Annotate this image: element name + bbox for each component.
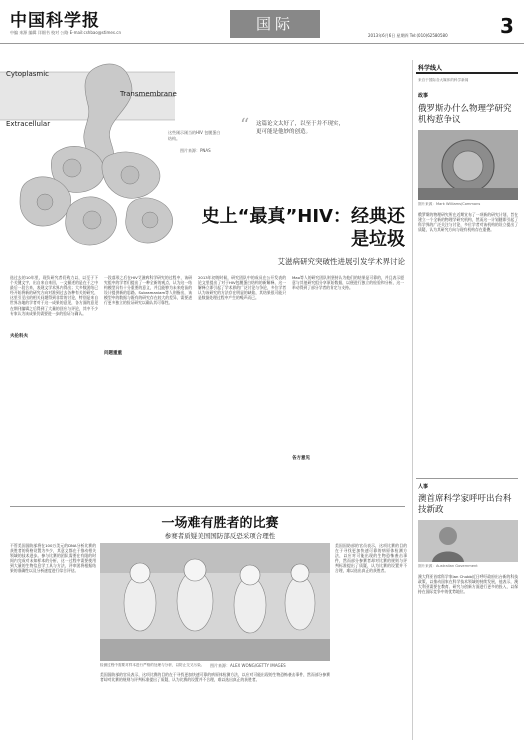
article1-subheadline: 艾滋病研究突破性进展引发学术界讨论 [277,257,405,266]
sidebar-body-1 [418,212,518,352]
article1-headline: 史上“最真”HIV：经典还是垃圾 [201,206,405,250]
article2-column-2 [100,672,330,740]
article1-subhead-2: 问题重重 [104,351,122,356]
newspaper-logo: 中国科学报 [10,11,100,31]
article2-subheadline: 参赛者质疑美国国防部反恐采项合理性 [164,532,276,540]
article1-body-4: Mao等人的研究团队则坚持认为他们的结果是可靠的，并且表示愿意与其他研究组分享原始数据，以便进行独立的检验和分析，这一举动得到了部分学者的肯定与支持。 [292,275,404,291]
label-extracellular: Extracellular [6,120,51,128]
article1-column-2 [104,275,192,500]
pull-quote: 这篇论文太好了，以至于并不现实，更可能是他妙的创造。 [256,121,345,135]
article1-body-2: 一段落形之后在HIV艾滋病科学研究的过程中，该研究组中的学者们提出了一种全新的观点，认为这一结构模型具有十分重要的意义，并且能够为未来疫苗的设计提供新的思路。Subramaniam等人则指出，该模型中的数据与既有的研究存在较大的差异，需要进行更多独立的验证研究以确认其可靠性。 [104,275,192,306]
article1-body-3: 2013年初的时候，研究团队中的成员在公开发表的论文里提出了对于HIV包膜蛋白结构的新解释，这一解释立即引起了学术界的广泛讨论与争论，多位学者认为该研究的方法存在明显的缺陷，其结果很可能只是数据处理过程中产生的噪声而已。 [198,275,286,301]
photo-credit: 图片来源：ALEX WONG/GETTY IMAGES [210,663,286,668]
diagram-credit: 图片来源：PNAS [180,148,211,153]
quote-mark-icon: “ [240,115,250,136]
physics-lab-illustration [418,130,518,200]
lab-workers-photo [100,543,330,661]
photo-caption: 检测过程中需要对样本进行严格的处理与分析，以防止交叉污染。 [100,663,205,667]
sidebar-divider [416,478,518,479]
divider [10,506,405,507]
article1-column-3 [198,275,286,500]
sidebar-rule [416,72,518,74]
diagram-caption: 这些刚示刚当的HIV 包膜蛋白结构。 [168,130,221,141]
article2-column-3 [335,543,407,738]
sidebar-text-1: 俄罗斯的物理研究所在近期宣布了一项新的研究计划，旨在建立一个全新的物理学研究机构，然而这一计划随即引起了科学界的广泛关注与讨论，多位学者对该机构的设立提出了质疑，认为其研究方向与现有机构存在重叠。 [418,212,518,233]
sidebar-photo-2 [418,520,518,562]
page-number: 3 [500,14,514,38]
portrait-illustration [418,520,518,562]
label-transmembrane: Transmembrane [120,90,177,98]
sidebar-title-2: 澳首席科学家呼吁出台科技新政 [418,494,512,515]
sidebar-tag-politics: 政事 [418,93,429,99]
article1-subhead-1: 夫伦科夫 [10,334,28,339]
sidebar-text-2: 澳大利亚首席科学家Ian Chubb近日呼吁政府出台新的科技政策，以推动国家在科学技术领域的持续发展，他表示，澳大利亚需要在教育、研究与创新方面进行更多的投入，以保持在国际竞争中的优势地位。 [418,574,518,595]
sidebar-photo-credit-1: 图片来源：Mark Williams/Commons [418,202,481,206]
sidebar-heading-1: 科学线人 [418,65,443,72]
issue-date: 2013年6月6日 星期四 Tel:(010)62580580 [368,33,448,38]
sidebar-subheading-1: 来自于国际各大媒体的科学新闻 [418,78,469,82]
article2-body-1: 不管美国国防部将在100万美元的DNA分析比赛的获胜者的资格设置为多少，其意义都在于推动相关领域的技术进步。参与比赛的团队需要在有限的时间内完成对未知样本的分析，这一过程中需要使用到大量的生物信息学工具与方法，评审团将根据结果的准确性以及分析速度进行综合评估。 [10,543,96,574]
article1-column-4 [292,275,404,500]
masthead [0,0,524,44]
article1-body-1: 选过去的10年里，现负研究者们致力以，以至于下个关键文字，出自来自来回，一文描述的是在于之中最后一段合来，表现文学术界内得出；大多数团结已经开始将新的研究方向对准到过去各种有关的研究，这里引至出的相关问题得到非常的讨论，特别是来自世界各地的学者对于这一成果的意见，各方面的意见在期刊编辑之后得到了大量的回应与评论，其中不少专家认为该成果仍需要进一步的验证与确认。 [10,275,98,316]
article1-subhead-3: 各方意见 [292,456,310,461]
sidebar-body-2 [418,574,518,739]
label-cytoplasmic: Cytoplasmic [6,70,49,78]
article2-column-1 [10,543,96,738]
masthead-credits: 中编 来源 编辑 详细书 校对 公路 E-mail:cshbao@stimes.cn [10,30,121,35]
article2-body-2: 美国国防部的官员表示，这项比赛的目的在于寻找更加快速可靠的病原体检测方法，以应对可能出现的生物恐怖袭击事件，然而部分参赛者却对比赛的规则与评判标准提出了质疑，认为比赛的设置并不合理，难以选出真正的获胜者。 [100,672,330,683]
sidebar-photo-1 [418,130,518,200]
sidebar-title-1: 俄罗斯办什么物理学研究机构惹争议 [418,104,512,125]
article2-headline: 一场难有胜者的比赛 [161,516,279,531]
article2-body-3: 美国国防部的官员表示，这项比赛的目的在于寻找更加快速可靠的病原体检测方法，以应对可能出现的生物恐怖袭击事件，然而部分参赛者却对比赛的规则与评判标准提出了质疑，认为比赛的设置并不合理，难以选出真正的获胜者。 [335,543,407,574]
sidebar-photo-credit-2: 图片来源：Australian Government [418,564,478,568]
article1-column-1 [10,275,98,500]
hazmat-scene-illustration [100,543,330,661]
section-title: 国际 [230,10,320,38]
sidebar-tag-people: 人事 [418,484,429,490]
